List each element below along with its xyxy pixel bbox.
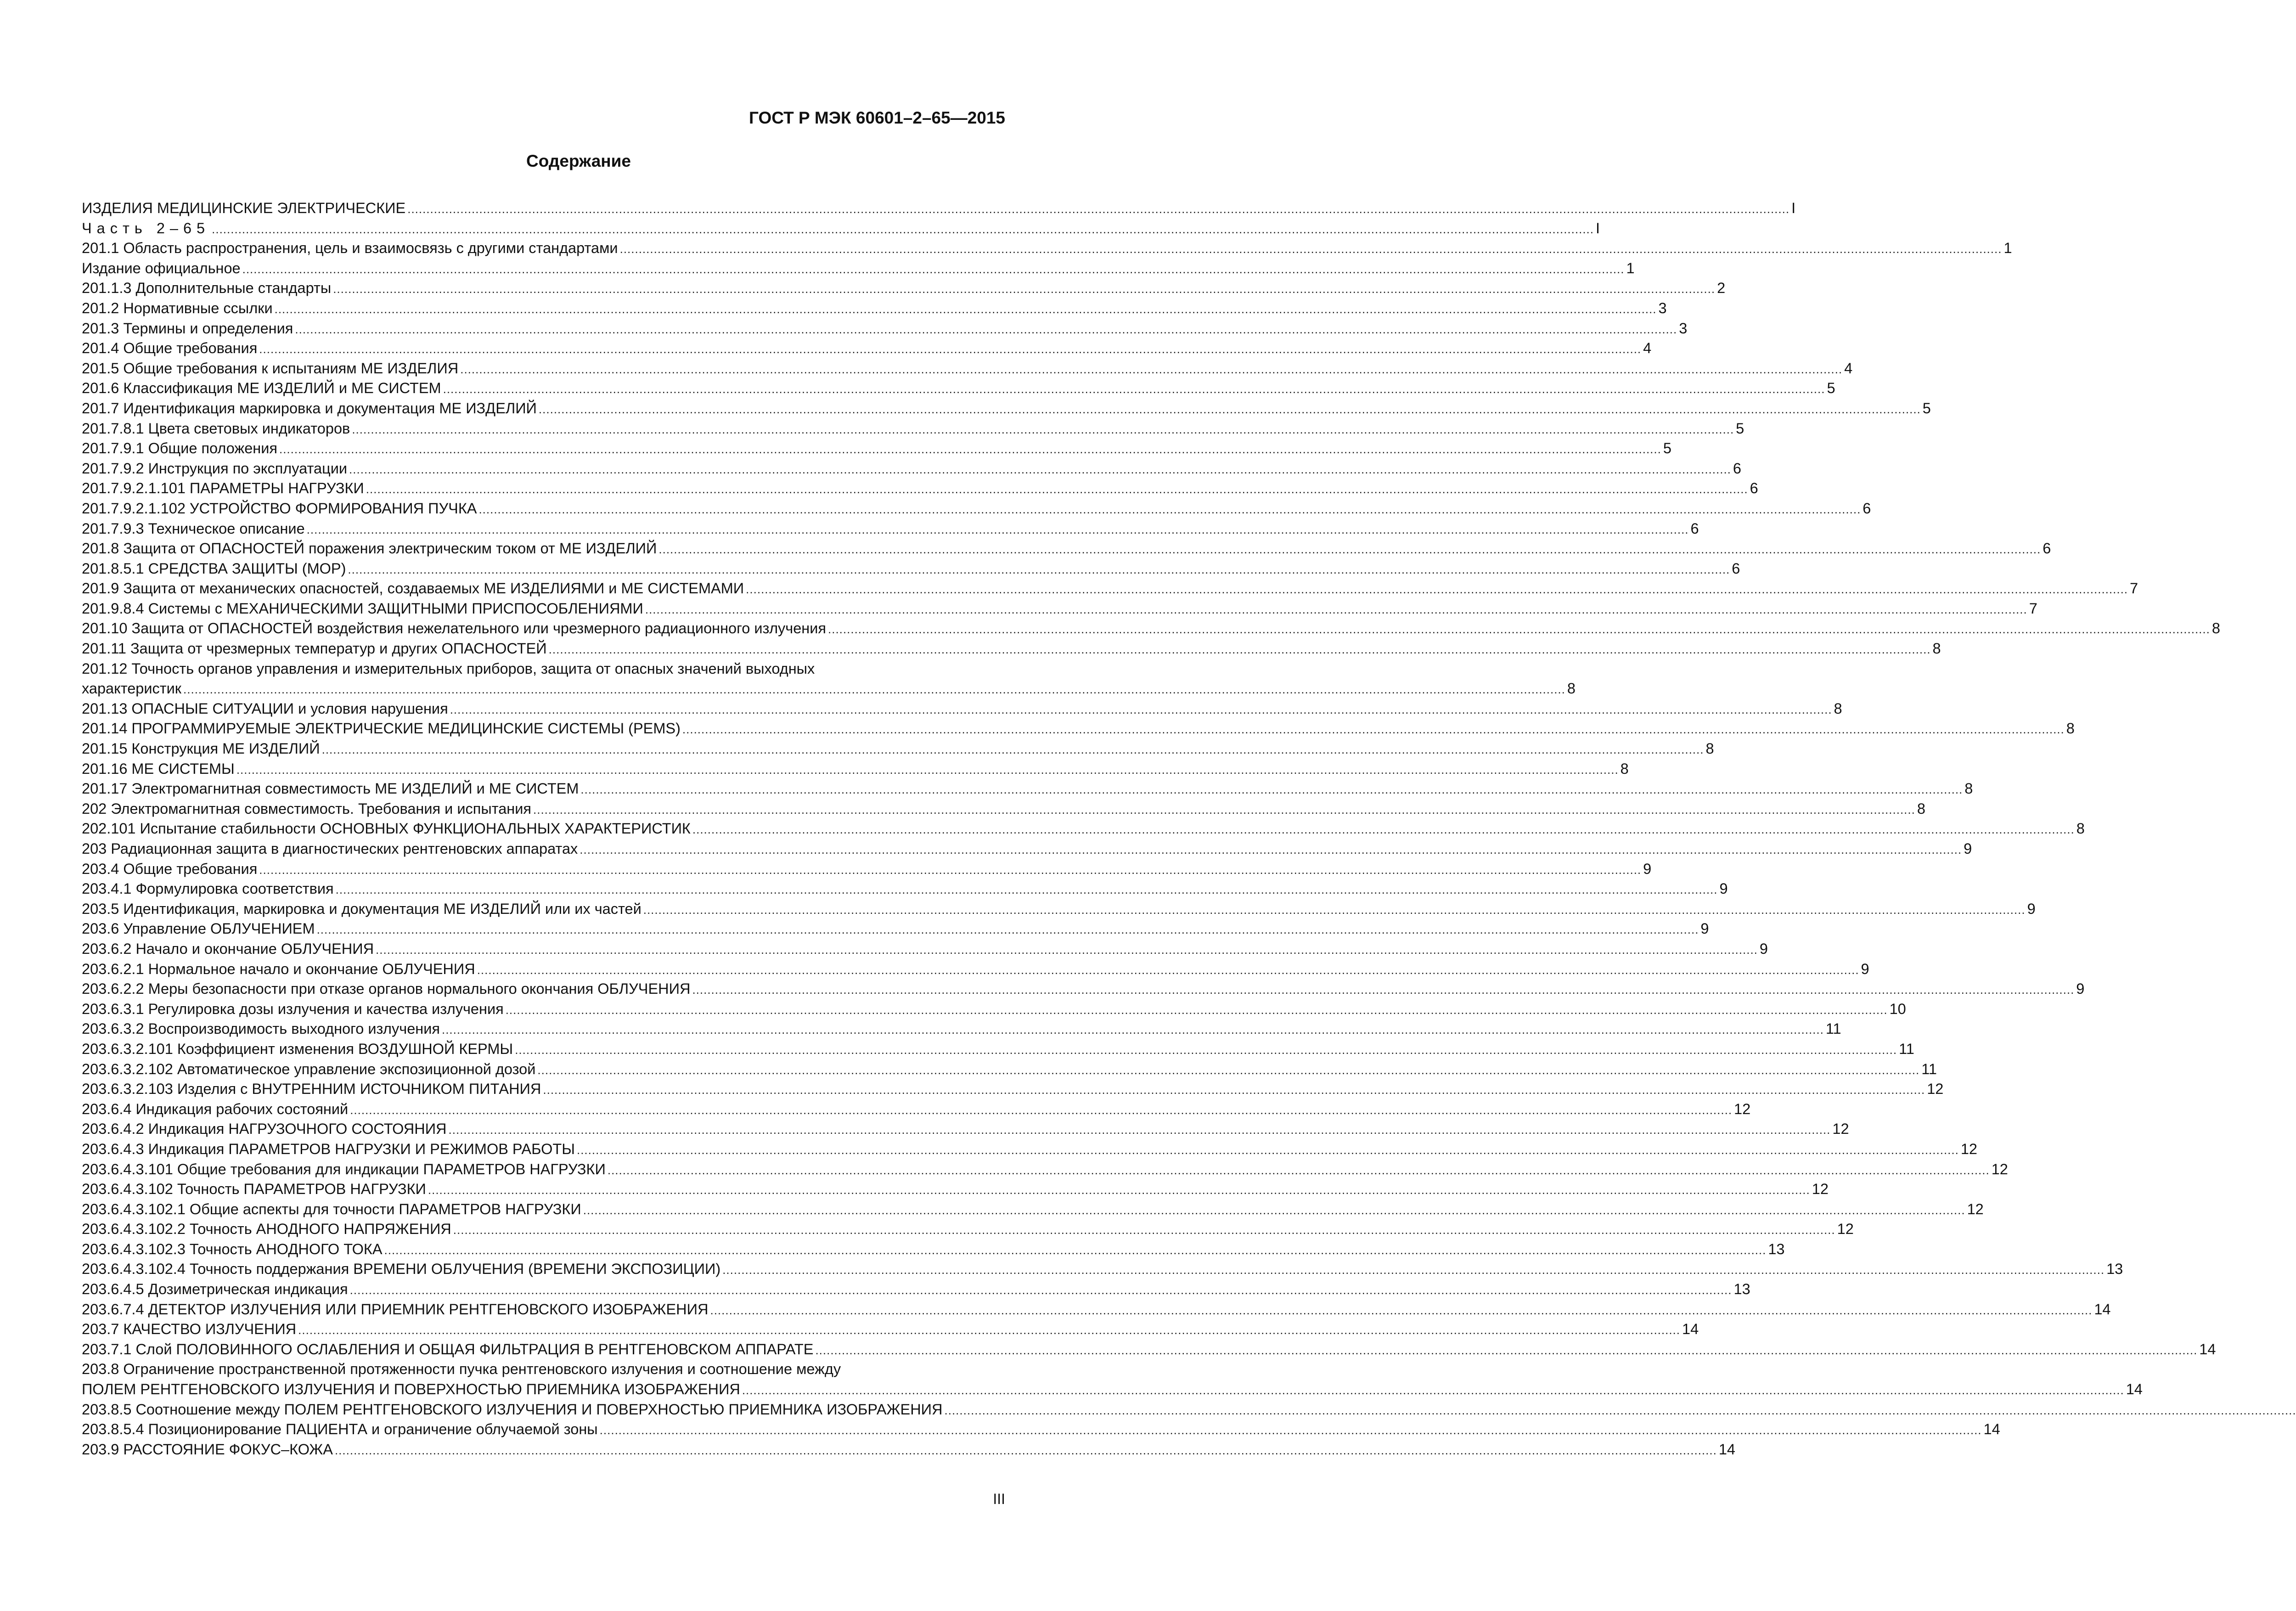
- toc-entry-title: 203.6.4.3 Индикация ПАРАМЕТРОВ НАГРУЗКИ И РЕЖИМОВ РАБОТЫ: [82, 1140, 575, 1157]
- toc-entry: [82, 539, 2051, 559]
- toc-entry-page: 9: [1964, 840, 1972, 857]
- toc-dot-leader: [295, 320, 1677, 340]
- toc-dot-leader: [453, 1220, 1835, 1240]
- toc-dot-leader: [645, 600, 2027, 620]
- toc-entry: [82, 359, 1853, 379]
- toc-entry-title: 203.6.2.2 Меры безопасности при отказе органов нормального окончания ОБЛУЧЕНИЯ: [82, 980, 691, 997]
- toc-entry: [82, 979, 2085, 999]
- toc-entry-title: 203.6.4.5 Дозиметрическая индикация: [82, 1281, 348, 1298]
- toc-entry-page: 3: [1679, 320, 1688, 337]
- toc-dot-leader: [317, 920, 1699, 940]
- toc-dot-leader: [658, 540, 2041, 560]
- toc-entry-page: 9: [1759, 940, 1768, 957]
- toc-dot-leader: [828, 620, 2210, 640]
- toc-dot-leader: [620, 239, 2002, 259]
- toc-entry-page: 14: [1682, 1321, 1699, 1338]
- toc-entry-page: 7: [2029, 600, 2037, 617]
- toc-dot-leader: [259, 860, 1641, 880]
- toc-entry-page: 12: [1734, 1100, 1751, 1117]
- toc-entry-title: 203.6.4.3.102 Точность ПАРАМЕТРОВ НАГРУЗКИ: [82, 1181, 426, 1198]
- toc-entry: [82, 459, 1741, 479]
- toc-entry-title: 201.1 Область распространения, цель и взаимосвязь с другими стандартами: [82, 240, 618, 257]
- toc-dot-leader: [477, 960, 1859, 980]
- toc-entry: [82, 739, 1714, 759]
- toc-entry-title: 201.8.5.1 СРЕДСТВА ЗАЩИТЫ (МОР): [82, 560, 346, 577]
- toc-entry-title: 203.6.4 Индикация рабочих состояний: [82, 1100, 349, 1117]
- toc-entry-title: 203.6.4.3.102.3 Точность АНОДНОГО ТОКА: [82, 1240, 383, 1257]
- toc-entry-title: 203 Радиационная защита в диагностических рентгеновских аппаратах: [82, 840, 578, 857]
- toc-entry-title: Издание официальное: [82, 259, 241, 276]
- toc-entry-title: 203.6.2 Начало и окончание ОБЛУЧЕНИЯ: [82, 940, 374, 957]
- toc-dot-leader: [577, 1140, 1959, 1160]
- toc-dot-leader: [428, 1180, 1810, 1200]
- toc-entry-page: 7: [2130, 580, 2138, 597]
- toc-dot-leader: [242, 259, 1625, 280]
- toc-entry: [82, 879, 1728, 899]
- toc-entry-page: 8: [1917, 800, 1925, 817]
- toc-entry-title: 201.12 Точность органов управления и измерительных приборов, защита от опасных значений выходных: [82, 660, 815, 677]
- toc-entry-title: 201.3 Термины и определения: [82, 320, 293, 337]
- toc-entry-page: 5: [1827, 380, 1835, 397]
- toc-entry-page: 14: [1718, 1441, 1735, 1458]
- toc-entry-page: 8: [1567, 680, 1576, 697]
- toc-entry-title: 201.13 ОПАСНЫЕ СИТУАЦИИ и условия нарушения: [82, 700, 448, 717]
- toc-entry-title: характеристик: [82, 680, 182, 697]
- toc-entry: [82, 1039, 1914, 1059]
- toc-dot-leader: [478, 500, 1861, 520]
- toc-dot-leader: [580, 780, 1963, 800]
- toc-entry-title: 203.6.7.4 ДЕТЕКТОР ИЗЛУЧЕНИЯ ИЛИ ПРИЕМНИК РЕНТГЕНОВСКОГО ИЗОБРАЖЕНИЯ: [82, 1301, 709, 1318]
- toc-entry-page: 12: [1832, 1121, 1849, 1138]
- toc-entry-title: 201.17 Электромагнитная совместимость МЕ ИЗДЕЛИЙ и МЕ СИСТЕМ: [82, 780, 579, 797]
- toc-entry-page: 6: [1863, 500, 1871, 517]
- toc-entry-page: 1: [2003, 240, 2012, 257]
- toc-entry: [82, 1419, 2000, 1440]
- toc-entry-title: 201.9 Защита от механических опасностей, создаваемых МЕ ИЗДЕЛИЯМИ и МЕ СИСТЕМАМИ: [82, 580, 744, 597]
- toc-entry-title: 203.6 Управление ОБЛУЧЕНИЕМ: [82, 920, 315, 937]
- toc-entry-title: 203.4 Общие требования: [82, 860, 258, 877]
- toc-dot-leader: [742, 1380, 2124, 1401]
- toc-entry-title: 201.7.9.3 Техническое описание: [82, 520, 305, 537]
- toc-entry-page: 9: [1719, 880, 1728, 897]
- toc-entry-page: 8: [1705, 740, 1714, 757]
- toc-entry: [82, 1340, 2216, 1360]
- toc-entry: [82, 419, 1745, 439]
- toc-dot-leader: [352, 420, 1734, 440]
- toc-entry: [82, 959, 1869, 980]
- toc-dot-leader: [443, 379, 1825, 400]
- toc-dot-leader: [350, 1100, 1732, 1121]
- toc-dot-leader: [366, 479, 1748, 500]
- toc-dot-leader: [583, 1200, 1965, 1221]
- toc-dot-leader: [710, 1301, 2092, 1321]
- toc-entry-title: 203.7 КАЧЕСТВО ИЗЛУЧЕНИЯ: [82, 1321, 297, 1338]
- toc-entry-page: 4: [1643, 340, 1652, 357]
- toc-entry-page: 8: [2212, 620, 2220, 637]
- toc-dot-leader: [746, 580, 2128, 600]
- toc-entry-title: 203.4.1 Формулировка соответствия: [82, 880, 334, 897]
- toc-entry-page: 14: [2199, 1341, 2216, 1358]
- toc-entry: [82, 1019, 1841, 1039]
- toc-entry-page: I: [1596, 220, 1600, 237]
- toc-entry-page: 8: [1932, 640, 1941, 657]
- toc-entry-page: 5: [1922, 400, 1931, 417]
- toc-dot-leader: [643, 900, 2026, 920]
- toc-entry-page: 11: [1899, 1040, 1914, 1057]
- toc-entry-page: 12: [1927, 1081, 1944, 1098]
- toc-entry-page: 13: [1768, 1240, 1785, 1257]
- toc-entry: [82, 819, 2085, 839]
- toc-entry-page: 5: [1663, 440, 1671, 457]
- toc-entry-title: 203.6.3.2.103 Изделия с ВНУТРЕННИМ ИСТОЧНИКОМ ПИТАНИЯ: [82, 1081, 541, 1098]
- toc-dot-leader: [236, 760, 1619, 780]
- toc-entry-title: 202.101 Испытание стабильности ОСНОВНЫХ ФУНКЦИОНАЛЬНЫХ ХАРАКТЕРИСТИК: [82, 820, 691, 837]
- toc-entry: [82, 1259, 2123, 1279]
- toc-entry: [82, 599, 2037, 619]
- toc-entry-title: 203.6.3.1 Регулировка дозы излучения и качества излучения: [82, 1000, 504, 1017]
- toc-entry: [82, 719, 2075, 739]
- toc-entry-title: 201.7.8.1 Цвета световых индикаторов: [82, 420, 350, 437]
- toc-entry-page: 8: [1834, 700, 1842, 717]
- toc-dot-leader: [279, 439, 1661, 460]
- toc-entry-title: 201.10 Защита от ОПАСНОСТЕЙ воздействия нежелательного или чрезмерного радиационного излучения: [82, 620, 826, 637]
- toc-entry: [82, 759, 1629, 779]
- toc-entry-title: 201.7.9.1 Общие положения: [82, 440, 277, 457]
- toc-dot-leader: [539, 400, 1921, 420]
- toc-entry: [82, 1380, 2143, 1400]
- toc-entry: [82, 839, 1972, 859]
- toc-dot-leader: [407, 199, 1790, 220]
- toc-entry: [82, 899, 2036, 919]
- toc-entry-title: 202 Электромагнитная совместимость. Требования и испытания: [82, 800, 531, 817]
- toc-entry-title: 201.4 Общие требования: [82, 340, 258, 357]
- toc-entry: [82, 1079, 1944, 1099]
- toc-entry: [82, 219, 1600, 239]
- toc-entry-page: 8: [1620, 760, 1629, 777]
- toc-entry-page: 1: [1626, 259, 1635, 276]
- toc-entry-page: 6: [1733, 460, 1741, 477]
- toc-dot-leader: [682, 720, 2065, 740]
- toc-entry: [82, 399, 1931, 419]
- toc-entry: [82, 1440, 1735, 1460]
- toc-entry-page: 13: [1733, 1281, 1750, 1298]
- toc-entry: [82, 559, 1740, 579]
- toc-entry: [82, 1119, 1849, 1139]
- toc-entry: [82, 479, 1758, 499]
- toc-entry-title: 201.1.3 Дополнительные стандарты: [82, 280, 332, 297]
- toc-entry-title: 203.8.5 Соотношение между ПОЛЕМ РЕНТГЕНОВСКОГО ИЗЛУЧЕНИЯ И ПОВЕРХНОСТЬЮ ПРИЕМНИКА ИЗОБРАЖЕНИЯ: [82, 1401, 943, 1418]
- toc-entry: [82, 1059, 1937, 1080]
- toc-dot-leader: [450, 700, 1832, 720]
- toc-dot-leader: [348, 560, 1730, 580]
- toc-entry-title: 201.7 Идентификация маркировка и документация МЕ ИЗДЕЛИЙ: [82, 400, 537, 417]
- toc-entry-page: 11: [1825, 1020, 1841, 1037]
- toc-entry-title: 203.6.3.2.102 Автоматическое управление экспозиционной дозой: [82, 1060, 536, 1077]
- toc-entry-page: 9: [2027, 900, 2036, 917]
- toc-entry-title: 203.8.5.4 Позиционирование ПАЦИЕНТА и ограничение облучаемой зоны: [82, 1421, 598, 1438]
- toc-entry: [82, 238, 2012, 259]
- toc-entry-page: 2: [1717, 280, 1726, 297]
- toc-dot-leader: [349, 460, 1731, 480]
- toc-entry-title: 203.6.3.2 Воспроизводимость выходного излучения: [82, 1020, 440, 1037]
- page-number: III: [993, 1491, 1005, 1507]
- toc-dot-leader: [384, 1240, 1767, 1261]
- toc-dot-leader: [335, 1441, 1717, 1461]
- toc-entry-title: 203.6.4.3.101 Общие требования для индикации ПАРАМЕТРОВ НАГРУЗКИ: [82, 1160, 606, 1177]
- toc-dot-leader: [533, 800, 1915, 820]
- toc-entry: [82, 1400, 1006, 1420]
- toc-entry: [82, 1239, 1785, 1260]
- toc-dot-leader: [212, 220, 1594, 240]
- toc-entry-title: 201.7.9.2.1.102 УСТРОЙСТВО ФОРМИРОВАНИЯ ПУЧКА: [82, 500, 477, 517]
- toc-entry: [82, 1099, 1751, 1120]
- toc-entry-title: 201.15 Конструкция МЕ ИЗДЕЛИЙ: [82, 740, 320, 757]
- toc-entry-page: 6: [1750, 480, 1758, 497]
- toc-entry: [82, 939, 1768, 959]
- toc-entry-page: 14: [2094, 1301, 2111, 1318]
- toc-entry-title: Часть 2–65: [82, 220, 210, 237]
- standard-designation: ГОСТ Р МЭК 60601–2–65—2015: [749, 108, 1005, 127]
- toc-entry-title: 203.8 Ограничение пространственной протяженности пучка рентгеновского излучения и соотношение между: [82, 1361, 841, 1378]
- toc-entry: [82, 1279, 1750, 1300]
- toc-dot-leader: [506, 1000, 1888, 1020]
- toc-dot-leader: [815, 1341, 2197, 1361]
- toc-dot-leader: [543, 1080, 1925, 1100]
- toc-entry-page: 6: [1690, 520, 1699, 537]
- toc-dot-leader: [259, 339, 1641, 360]
- toc-entry-title: 203.6.2.1 Нормальное начало и окончание ОБЛУЧЕНИЯ: [82, 960, 475, 977]
- toc-entry: [82, 1219, 1854, 1239]
- toc-entry: [82, 1359, 1006, 1380]
- toc-entry-title: ПОЛЕМ РЕНТГЕНОВСКОГО ИЗЛУЧЕНИЯ И ПОВЕРХНОСТЬЮ ПРИЕМНИКА ИЗОБРАЖЕНИЯ: [82, 1381, 740, 1398]
- toc-entry-page: 8: [2066, 720, 2075, 737]
- toc-entry-page: 12: [1960, 1140, 1977, 1157]
- toc-entry-title: 201.7.9.2.1.101 ПАРАМЕТРЫ НАГРУЗКИ: [82, 480, 364, 497]
- toc-entry-page: 12: [1837, 1221, 1854, 1238]
- toc-entry-page: 8: [2076, 820, 2085, 837]
- toc-entry: [82, 799, 1925, 819]
- toc-entry-page: 14: [2126, 1381, 2143, 1398]
- toc-entry-title: 203.6.3.2.101 Коэффициент изменения ВОЗДУШНОЙ КЕРМЫ: [82, 1040, 513, 1057]
- toc-dot-leader: [376, 940, 1758, 960]
- toc-entry-title: 201.7.9.2 Инструкция по эксплуатации: [82, 460, 348, 477]
- toc-entry: [82, 499, 1871, 519]
- toc-entry: [82, 259, 1635, 279]
- toc-entry: [82, 639, 1941, 659]
- toc-entry-page: 14: [1983, 1421, 2000, 1438]
- toc-entry-page: 12: [1991, 1160, 2008, 1177]
- toc-entry-title: 201.5 Общие требования к испытаниям МЕ ИЗДЕЛИЯ: [82, 360, 459, 377]
- toc-entry-page: 10: [1889, 1000, 1906, 1017]
- toc-entry: [82, 619, 2220, 639]
- toc-entry: [82, 1319, 1699, 1340]
- toc-entry: [82, 519, 1699, 539]
- toc-entry-title: 201.11 Защита от чрезмерных температур и других ОПАСНОСТЕЙ: [82, 640, 547, 657]
- toc-entry: [82, 999, 1906, 1020]
- toc-entry-page: 9: [1700, 920, 1709, 937]
- toc-entry: [82, 679, 1576, 699]
- toc-dot-leader: [692, 980, 2074, 1000]
- toc-entry-page: 9: [1643, 860, 1652, 877]
- toc-entry-title: 201.16 МЕ СИСТЕМЫ: [82, 760, 235, 777]
- toc-entry-page: 6: [2043, 540, 2051, 557]
- toc-dot-leader: [537, 1060, 1919, 1081]
- toc-dot-leader: [350, 1280, 1732, 1301]
- toc-entry: [82, 779, 1973, 799]
- toc-dot-leader: [333, 279, 1715, 299]
- toc-dot-leader: [945, 1401, 2296, 1421]
- toc-entry: [82, 319, 1688, 339]
- toc-entry-page: 12: [1967, 1200, 1984, 1217]
- toc-entry-title: 201.2 Нормативные ссылки: [82, 299, 273, 316]
- toc-dot-leader: [449, 1120, 1831, 1140]
- toc-dot-leader: [460, 360, 1842, 380]
- toc-entry-title: 201.9.8.4 Системы с МЕХАНИЧЕСКИМИ ЗАЩИТНЫМИ ПРИСПОСОБЛЕНИЯМИ: [82, 600, 643, 617]
- toc-dot-leader: [275, 299, 1657, 320]
- toc-entry-title: 203.5 Идентификация, маркировка и документация МЕ ИЗДЕЛИЙ или их частей: [82, 900, 642, 917]
- toc-entry-page: 5: [1736, 420, 1745, 437]
- toc-dot-leader: [298, 1320, 1680, 1341]
- toc-entry: [82, 439, 1671, 459]
- toc-entry-title: 203.7.1 Слой ПОЛОВИННОГО ОСЛАБЛЕНИЯ И ОБЩАЯ ФИЛЬТРАЦИЯ В РЕНТГЕНОВСКОМ АППАРАТЕ: [82, 1341, 814, 1358]
- toc-entry-title: 201.8 Защита от ОПАСНОСТЕЙ поражения электрическим током от МЕ ИЗДЕЛИЙ: [82, 540, 657, 557]
- toc-entry: [82, 699, 1842, 719]
- toc-entry-page: 6: [1732, 560, 1740, 577]
- toc-dot-leader: [549, 640, 1931, 660]
- toc-dot-leader: [307, 520, 1689, 540]
- toc-entry: [82, 859, 1652, 879]
- toc-entry-page: 4: [1844, 360, 1853, 377]
- toc-entry-page: 3: [1658, 299, 1667, 316]
- table-of-contents: [82, 198, 2220, 1459]
- toc-entry: [82, 919, 1709, 939]
- toc-entry: [82, 278, 1726, 299]
- toc-dot-leader: [515, 1040, 1897, 1060]
- toc-entry-title: 203.6.4.2 Индикация НАГРУЗОЧНОГО СОСТОЯНИЯ: [82, 1121, 447, 1138]
- toc-entry-title: ИЗДЕЛИЯ МЕДИЦИНСКИЕ ЭЛЕКТРИЧЕСКИЕ: [82, 200, 406, 216]
- toc-entry-title: 203.6.4.3.102.4 Точность поддержания ВРЕМЕНИ ОБЛУЧЕНИЯ (ВРЕМЕНИ ЭКСПОЗИЦИИ): [82, 1261, 721, 1278]
- toc-dot-leader: [442, 1020, 1824, 1040]
- toc-entry-title: 203.6.4.3.102.2 Точность АНОДНОГО НАПРЯЖЕНИЯ: [82, 1221, 451, 1238]
- toc-dot-leader: [322, 740, 1704, 760]
- toc-entry-page: 11: [1921, 1060, 1937, 1077]
- toc-entry: [82, 659, 1006, 679]
- toc-entry-page: 9: [2076, 980, 2085, 997]
- toc-entry-page: 9: [1861, 960, 1869, 977]
- toc-entry: [82, 579, 2138, 599]
- toc-entry: [82, 198, 1796, 219]
- toc-entry: [82, 1300, 2111, 1320]
- toc-entry: [82, 378, 1835, 399]
- toc-dot-leader: [336, 880, 1718, 900]
- toc-dot-leader: [183, 680, 1565, 700]
- toc-entry: [82, 299, 1667, 319]
- toc-entry: [82, 1179, 1829, 1200]
- toc-entry-page: 12: [1812, 1181, 1829, 1198]
- toc-entry: [82, 338, 1652, 359]
- toc-dot-leader: [608, 1160, 1990, 1181]
- toc-entry: [82, 1139, 1977, 1160]
- toc-dot-leader: [600, 1420, 1982, 1441]
- toc-entry-page: I: [1791, 200, 1796, 216]
- toc-entry-title: 201.14 ПРОГРАММИРУЕМЫЕ ЭЛЕКТРИЧЕСКИЕ МЕДИЦИНСКИЕ СИСТЕМЫ (PEMS): [82, 720, 681, 737]
- toc-entry-page: 13: [2106, 1261, 2123, 1278]
- toc-title: Содержание: [526, 152, 631, 170]
- toc-dot-leader: [692, 820, 2075, 840]
- toc-entry-page: 8: [1964, 780, 1973, 797]
- toc-entry: [82, 1160, 2008, 1180]
- toc-dot-leader: [580, 840, 1962, 860]
- toc-dot-leader: [722, 1260, 2105, 1280]
- toc-entry-title: 203.9 РАССТОЯНИЕ ФОКУС–КОЖА: [82, 1441, 333, 1458]
- toc-entry-title: 201.6 Классификация МЕ ИЗДЕЛИЙ и МЕ СИСТЕМ: [82, 380, 441, 397]
- toc-entry: [82, 1200, 1984, 1220]
- toc-entry-title: 203.6.4.3.102.1 Общие аспекты для точности ПАРАМЕТРОВ НАГРУЗКИ: [82, 1200, 581, 1217]
